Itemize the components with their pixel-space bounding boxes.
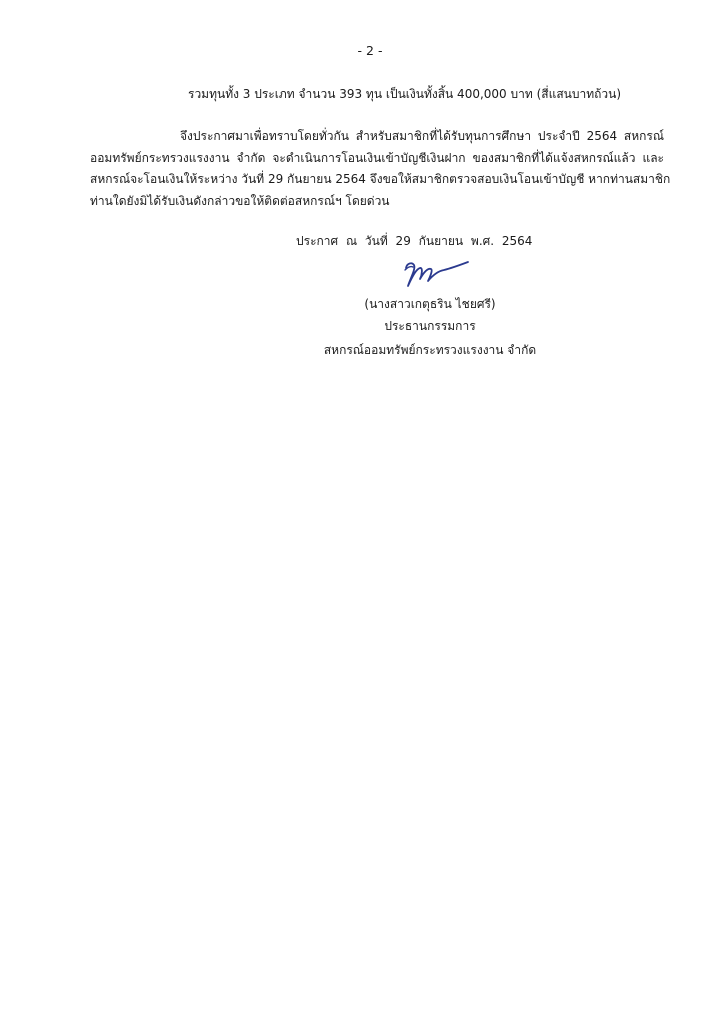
signature-image xyxy=(398,255,476,291)
page-number: - 2 - xyxy=(357,43,383,58)
paragraph-line: ท่านใดยังมิได้รับเงินดังกล่าวขอให้ติดต่อสหกรณ์ฯ โดยด่วน xyxy=(90,193,390,208)
signer-organization: สหกรณ์ออมทรัพย์กระทรวงแรงงาน จำกัด xyxy=(323,343,537,357)
signer-name: (นางสาวเกตุธริน ไชยศรี) xyxy=(364,297,496,311)
announcement-date: ประกาศ ณ วันที่ 29 กันยายน พ.ศ. 2564 xyxy=(296,234,533,248)
scholarship-summary: รวมทุนทั้ง 3 ประเภท จำนวน 393 ทุน เป็นเงินทั้งสิ้น 400,000 บาท (สี่แสนบาทถ้วน) xyxy=(188,87,621,101)
announcement-paragraph xyxy=(90,126,671,212)
signer-position: ประธานกรรมการ xyxy=(384,319,476,333)
paragraph-line: ออมทรัพย์กระทรวงแรงงาน จำกัด จะดำเนินการโอนเงินเข้าบัญชีเงินฝาก ของสมาชิกที่ได้แจ้งสหกรณ์แล้ว และ xyxy=(90,150,664,165)
paragraph-line: จึงประกาศมาเพื่อทราบโดยทั่วกัน สำหรับสมาชิกที่ได้รับทุนการศึกษา ประจำปี 2564 สหกรณ์ xyxy=(180,129,664,143)
paragraph-line: สหกรณ์จะโอนเงินให้ระหว่าง วันที่ 29 กันยายน 2564 จึงขอให้สมาชิกตรวจสอบเงินโอนเข้าบัญชี หากท่านสมาชิก xyxy=(90,172,671,186)
